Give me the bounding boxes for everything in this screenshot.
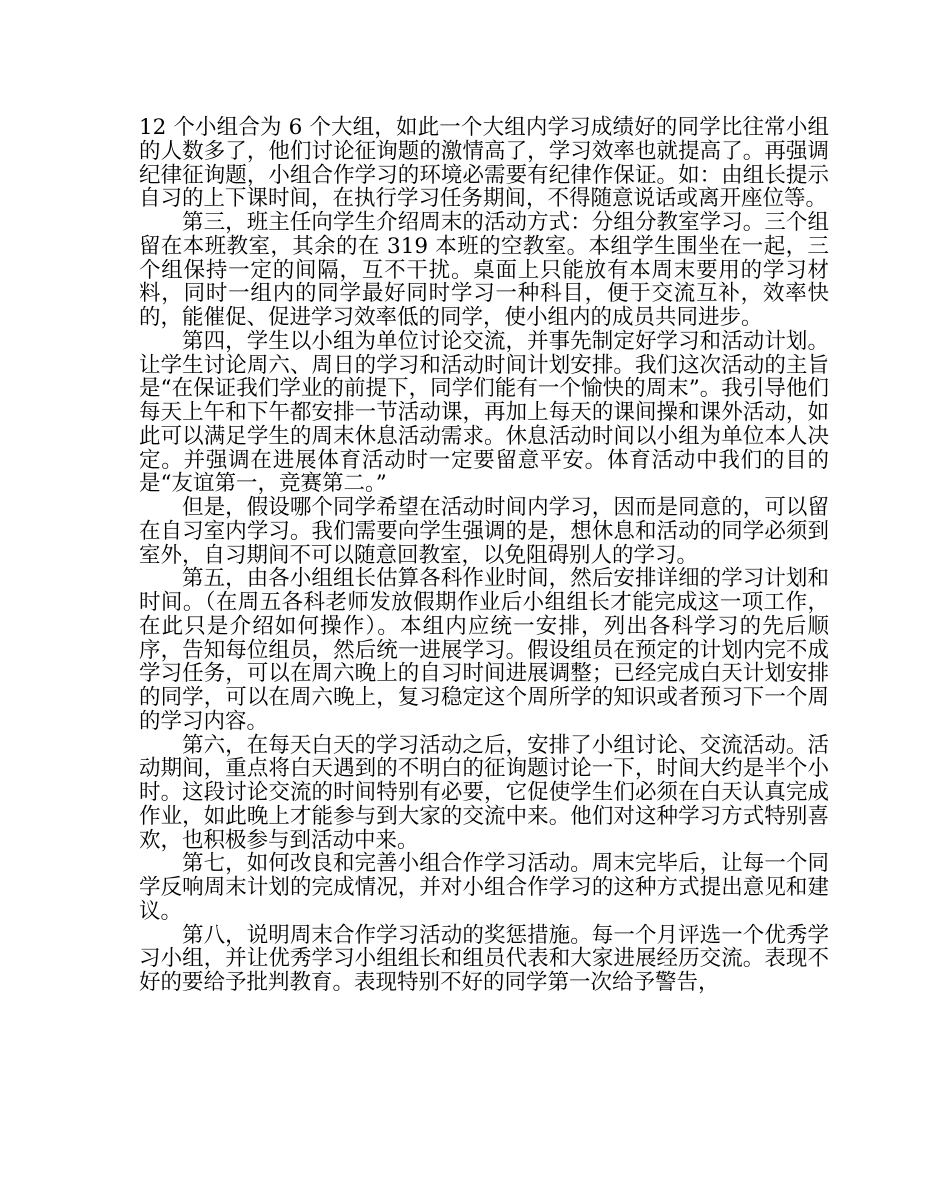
paragraph-1: 12 个小组合为 6 个大组，如此一个大组内学习成绩好的同学比往常小组的人数多了，他们讨论征询题的激情高了，学习效率也就提高了。再强调纪律征询题，小组合作学习的环境必需要有纪律作保证。如：由组长提示自习的上下课时间，在执行学习任务期间，不得随意说话或离开座位等。 xyxy=(139,115,829,212)
paragraph-5: 第五，由各小组组长估算各科作业时间，然后安排详细的学习计划和时间。（在周五各科老师发放假期作业后小组组长才能完成这一项工作，在此只是介绍如何操作）。本组内应统一安排，列出各科学习的先后顺序，告知每位组员，然后统一进展学习。假设组员在预定的计划内完不成学习任务，可以在周六晚上的自习时间进展调整；已经完成白天计划安排的同学，可以在周六晚上，复习稳定这个周所学的知识或者预习下一个周的学习内容。 xyxy=(139,566,829,734)
paragraph-3: 第四，学生以小组为单位讨论交流，并事先制定好学习和活动计划。让学生讨论周六、周日的学习和活动时间计划安排。我们这次活动的主旨是“在保证我们学业的前提下，同学们能有一个愉快的周末”。我引导他们每天上午和下午都安排一节活动课，再加上每天的课间操和课外活动，如此可以满足学生的周末休息活动需求。休息活动时间以小组为单位本人决定。并强调在进展体育活动时一定要留意平安。体育活动中我们的目的是“友谊第一，竞赛第二。” xyxy=(139,328,829,497)
document-body xyxy=(139,116,829,995)
paragraph-4: 但是，假设哪个同学希望在活动时间内学习，因而是同意的，可以留在自习室内学习。我们需要向学生强调的是，想休息和活动的同学必须到室外，自习期间不可以随意回教室，以免阻碍别人的学习。 xyxy=(139,495,829,568)
paragraph-7: 第七，如何改良和完善小组合作学习活动。周末完毕后，让每一个同学反响周末计划的完成情况，并对小组合作学习的这种方式提出意见和建议。 xyxy=(139,851,829,924)
paragraph-8: 第八，说明周末合作学习活动的奖惩措施。每一个月评选一个优秀学习小组，并让优秀学习小组组长和组员代表和大家进展经历交流。表现不好的要给予批判教育。表现特别不好的同学第一次给予警告， xyxy=(139,922,829,995)
paragraph-2: 第三，班主任向学生介绍周末的活动方式：分组分教室学习。三个组留在本班教室，其余的在 319 本班的空教室。本组学生围坐在一起，三个组保持一定的间隔，互不干扰。桌面上只能放有本周末要用的学习材料，同时一组内的同学最好同时学习一种科目，便于交流互补，效率快的，能催促、促进学习效率低的同学，使小组内的成员共同进步。 xyxy=(139,210,829,330)
paragraph-6: 第六，在每天白天的学习活动之后，安排了小组讨论、交流活动。活动期间，重点将白天遇到的不明白的征询题讨论一下，时间大约是半个小时。这段讨论交流的时间特别有必要，它促使学生们必须在白天认真完成作业，如此晚上才能参与到大家的交流中来。他们对这种学习方式特别喜欢，也积极参与到活动中来。 xyxy=(139,732,829,853)
